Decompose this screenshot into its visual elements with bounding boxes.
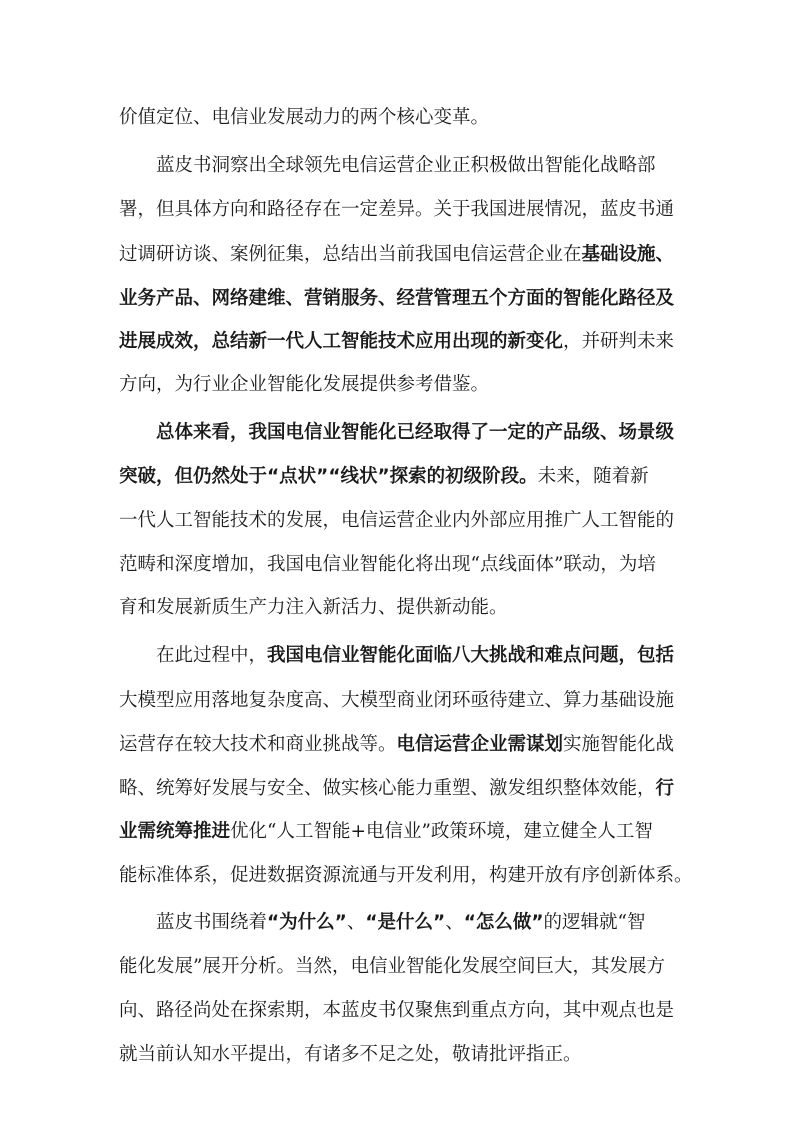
bold-text-run: 行 xyxy=(655,778,675,799)
paragraph-line xyxy=(0,371,800,399)
text-run: 方向，为行业企业智能化发展提供参考借鉴。 xyxy=(119,374,490,395)
bold-text-run: “怎么做” xyxy=(463,912,544,933)
bold-text-run: 业务产品、网络建维、营销服务、经营管理五个方面的智能化路径及 xyxy=(119,288,675,309)
text-run: 实施智能化战 xyxy=(563,734,675,755)
bold-text-run: “是什么” xyxy=(365,912,446,933)
paragraph-line xyxy=(0,862,800,890)
text-run: 向、路径尚处在探索期，本蓝皮书仅聚焦到重点方向，其中观点也是 xyxy=(119,1000,675,1021)
paragraph-line xyxy=(0,463,800,491)
bold-text-run: 进展成效，总结新一代人工智能技术应用出现的新变化 xyxy=(119,331,564,352)
bold-text-run: 业需统筹推进 xyxy=(119,821,231,842)
text-run: ，并研判未来 xyxy=(563,331,675,352)
text-run: 、 xyxy=(346,912,366,933)
text-run: 、 xyxy=(445,912,464,933)
paragraph-line xyxy=(0,731,800,759)
paragraph-line xyxy=(0,1041,800,1069)
paragraph-line xyxy=(0,551,800,579)
text-run: 一代人工智能技术的发展，电信运营企业内外部应用推广人工智能的 xyxy=(119,510,675,531)
bold-text-run: 基础设施、 xyxy=(581,244,675,265)
text-run: 过调研访谈、案例征集，总结出当前我国电信运营企业在 xyxy=(119,244,582,265)
paragraph-line xyxy=(0,507,800,535)
paragraph-line xyxy=(0,104,800,132)
paragraph-line xyxy=(0,642,800,670)
bold-text-run: 电信运营企业需谋划 xyxy=(396,734,564,755)
text-run: 就当前认知水平提出，有诸多不足之处，敬请批评指正。 xyxy=(119,1044,582,1065)
text-run: 在此过程中， xyxy=(156,645,268,666)
paragraph-line xyxy=(0,775,800,803)
text-run: 蓝皮书围绕着 xyxy=(156,912,268,933)
text-run: 的逻辑就“智 xyxy=(543,912,646,933)
paragraph-line xyxy=(0,285,800,313)
paragraph-line xyxy=(0,909,800,937)
paragraph-line xyxy=(0,953,800,981)
text-run: 优化“人工智能+电信业”政策环境，建立健全人工智 xyxy=(230,821,653,842)
paragraph-line xyxy=(0,594,800,622)
text-run: 未来，随着新 xyxy=(537,466,649,487)
text-run: 育和发展新质生产力注入新活力、提供新动能。 xyxy=(119,597,508,618)
text-run: 范畴和深度增加，我国电信业智能化将出现“点线面体”联动，为培 xyxy=(119,554,656,575)
text-run: 大模型应用落地复杂度高、大模型商业闭环亟待建立、算力基础设施 xyxy=(119,690,675,711)
text-run: 署，但具体方向和路径存在一定差异。关于我国进展情况，蓝皮书通 xyxy=(119,199,675,220)
paragraph-line xyxy=(0,818,800,846)
paragraph-line xyxy=(0,328,800,356)
text-run: 蓝皮书洞察出全球领先电信运营企业正积极做出智能化战略部 xyxy=(156,155,656,176)
paragraph-line xyxy=(0,997,800,1025)
bold-text-run: 我国电信业智能化面临八大挑战和难点问题，包括 xyxy=(267,645,675,666)
bold-text-run: 突破，但仍然处于“点状”“线状”探索的初级阶段。 xyxy=(119,466,538,487)
text-run: 略、统筹好发展与安全、做实核心能力重塑、激发组织整体效能， xyxy=(119,778,656,799)
bold-text-run: 总体来看，我国电信业智能化已经取得了一定的产品级、场景级 xyxy=(156,422,675,443)
paragraph-line xyxy=(0,419,800,447)
text-run: 能标准体系，促进数据资源流通与开发利用，构建开放有序创新体系。 xyxy=(119,865,693,886)
bold-text-run: “为什么” xyxy=(267,912,347,933)
paragraph-line xyxy=(0,241,800,269)
paragraph-line xyxy=(0,196,800,224)
text-run: 能化发展”展开分析。当然，电信业智能化发展空间巨大，其发展方 xyxy=(119,956,665,977)
paragraph-line xyxy=(0,687,800,715)
paragraph-line xyxy=(0,152,800,180)
text-run: 运营存在较大技术和商业挑战等。 xyxy=(119,734,397,755)
text-run: 价值定位、电信业发展动力的两个核心变革。 xyxy=(119,107,490,128)
